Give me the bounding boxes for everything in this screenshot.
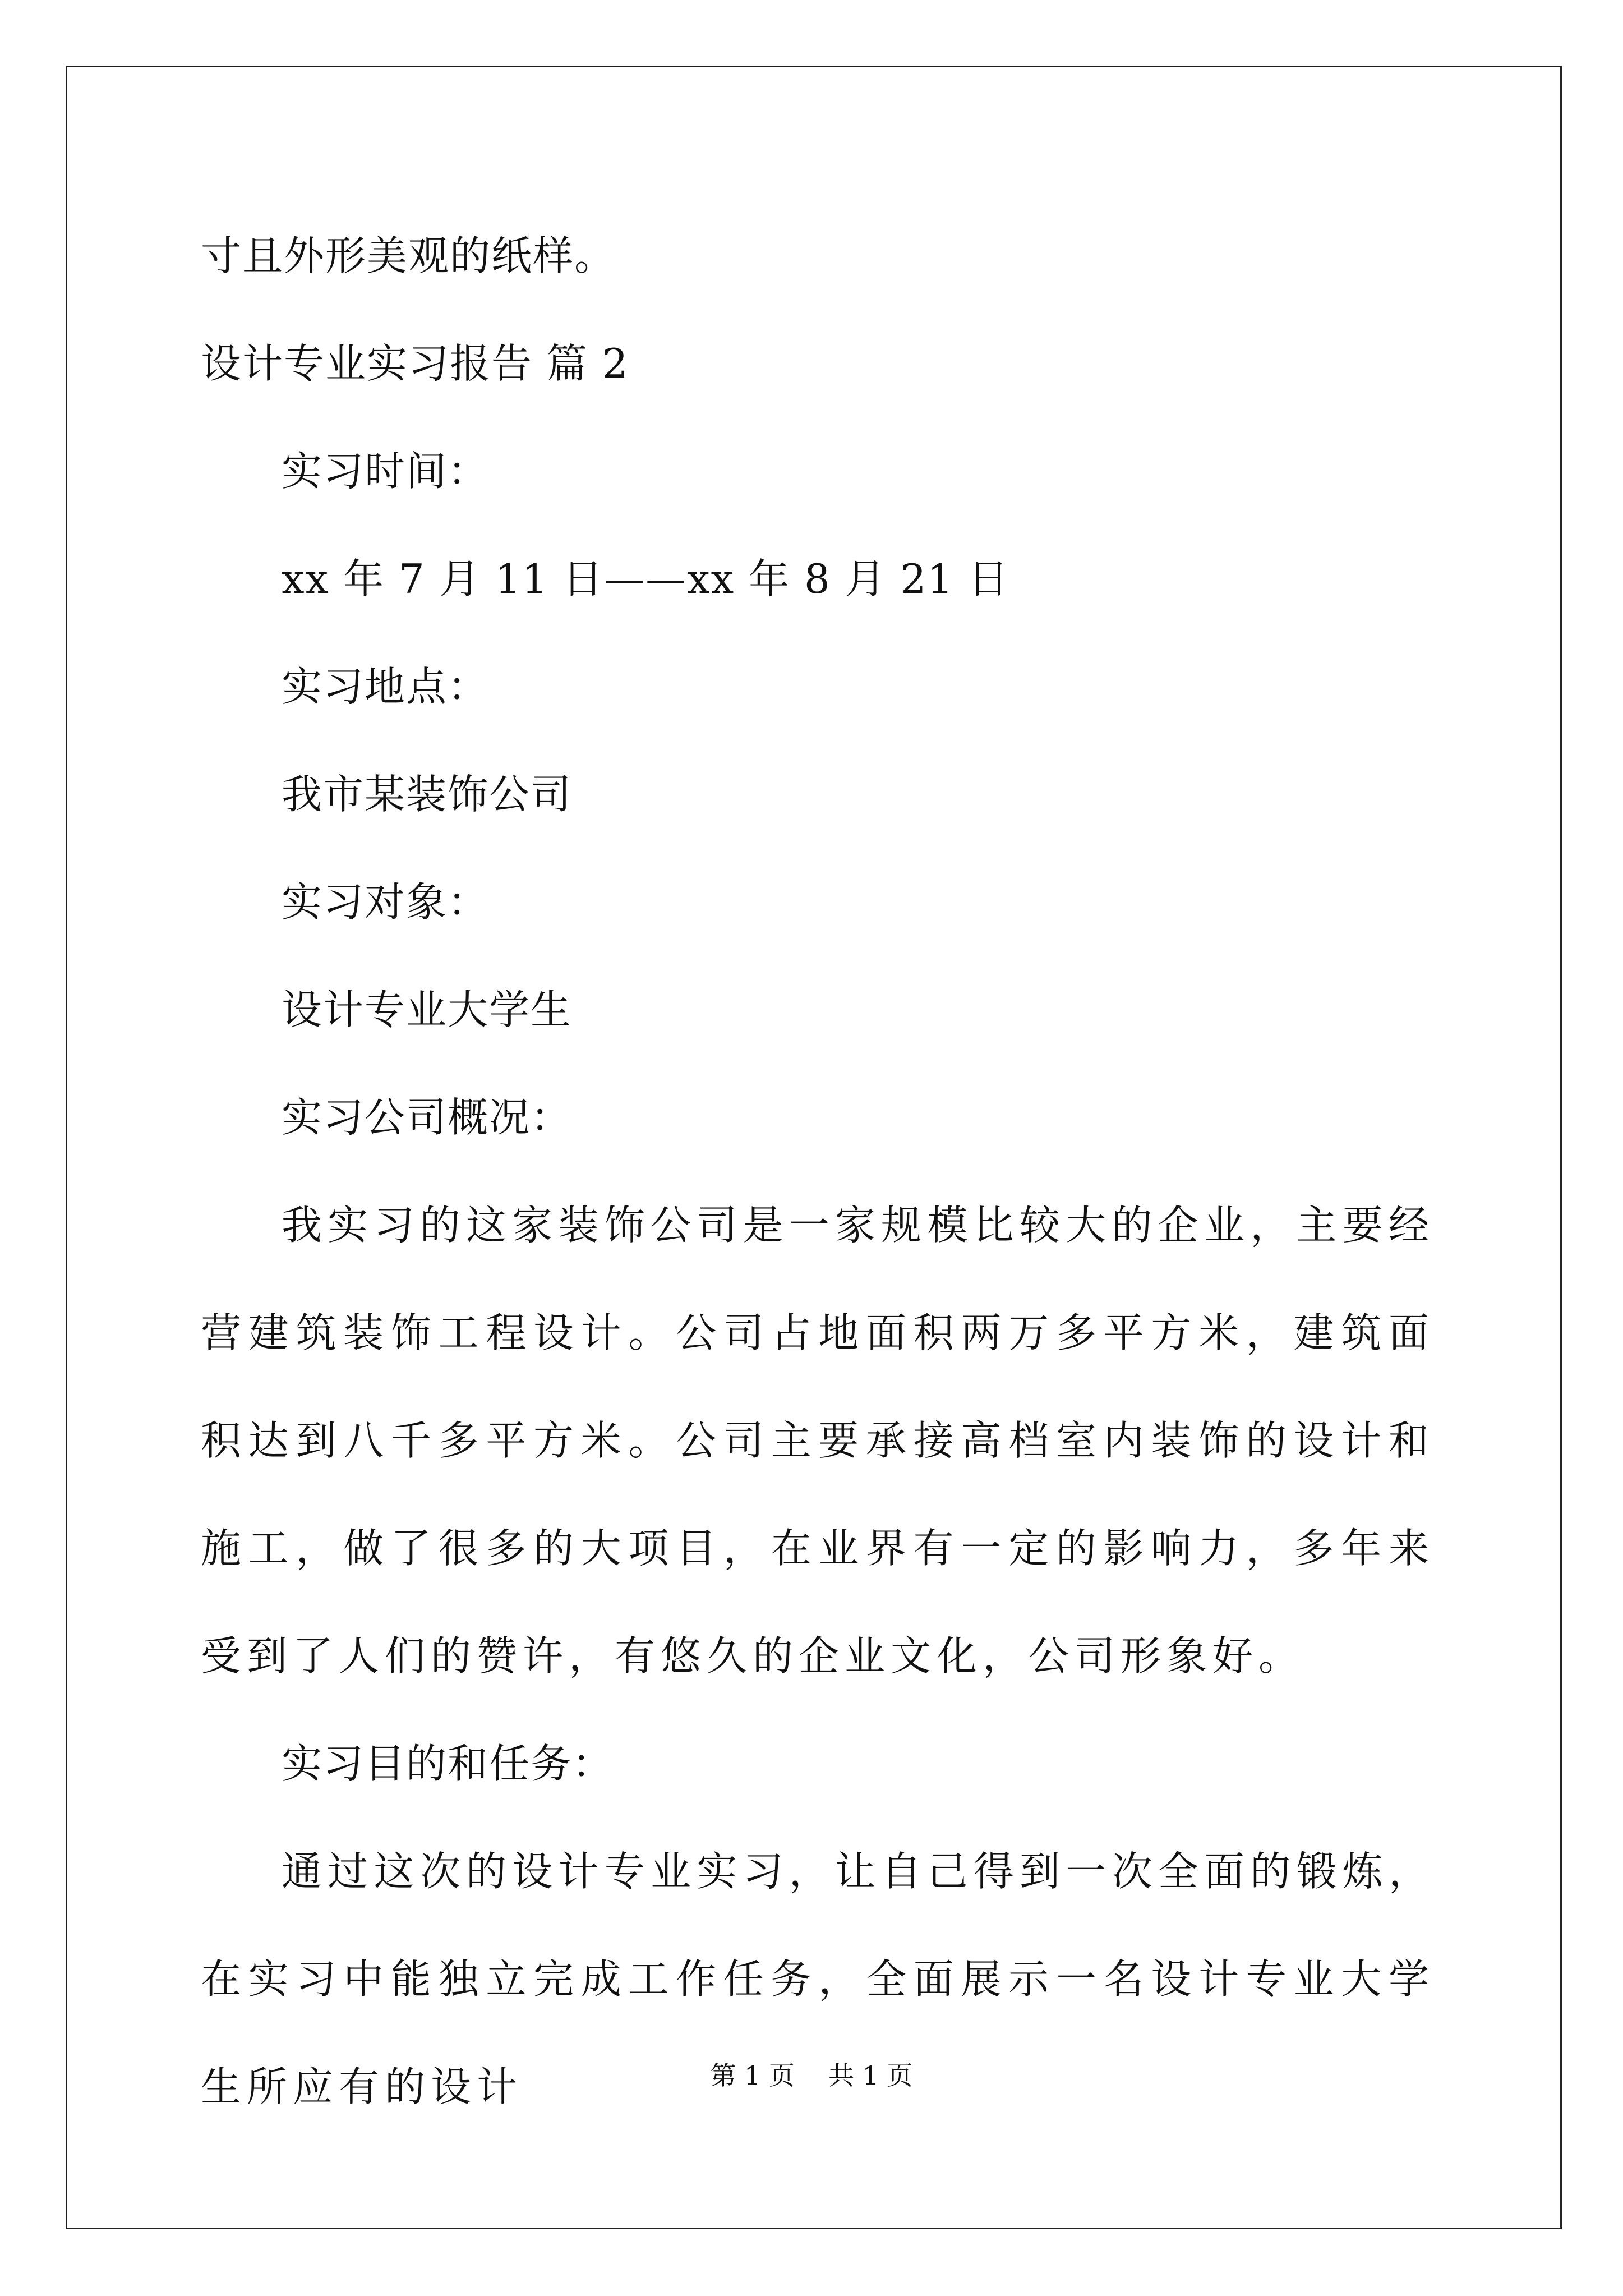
page-footer — [0, 2059, 1623, 2092]
section-title: 设计专业实习报告 篇 2 — [201, 340, 629, 387]
purpose-paragraph: 通过这次的设计专业实习，让自己得到一次全面的锻炼，在实习中能独立完成工作任务，全面展示一名设计专业大学生所应有的设计 — [201, 1848, 1435, 2110]
label-company-overview: 实习公司概况： — [282, 1094, 573, 1141]
internship-location-value: 我市某装饰公司 — [282, 771, 573, 818]
label-purpose: 实习目的和任务： — [282, 1740, 614, 1787]
label-internship-time: 实习时间： — [282, 448, 490, 495]
internship-time-value: xx 年 7 月 11 日——xx 年 8 月 21 日 — [282, 555, 1010, 602]
company-overview-paragraph: 我实习的这家装饰公司是一家规模比较大的企业，主要经营建筑装饰工程设计。公司占地面积两万多平方米，建筑面积达到八千多平方米。公司主要承接高档室内装饰的设计和施工，做了很多的大项目，在业界有一定的影响力，多年来受到了人们的赞许，有悠久的企业文化，公司形象好。 — [201, 1202, 1435, 1680]
label-internship-target: 实习对象： — [282, 878, 490, 926]
document-body — [201, 202, 1435, 2141]
label-internship-location: 实习地点： — [282, 663, 490, 710]
page-total: 共 1 页 — [828, 2060, 913, 2091]
internship-target-value: 设计专业大学生 — [282, 986, 573, 1033]
page-number: 第 1 页 — [710, 2060, 795, 2091]
text-line: 寸且外形美观的纸样。 — [201, 232, 616, 279]
